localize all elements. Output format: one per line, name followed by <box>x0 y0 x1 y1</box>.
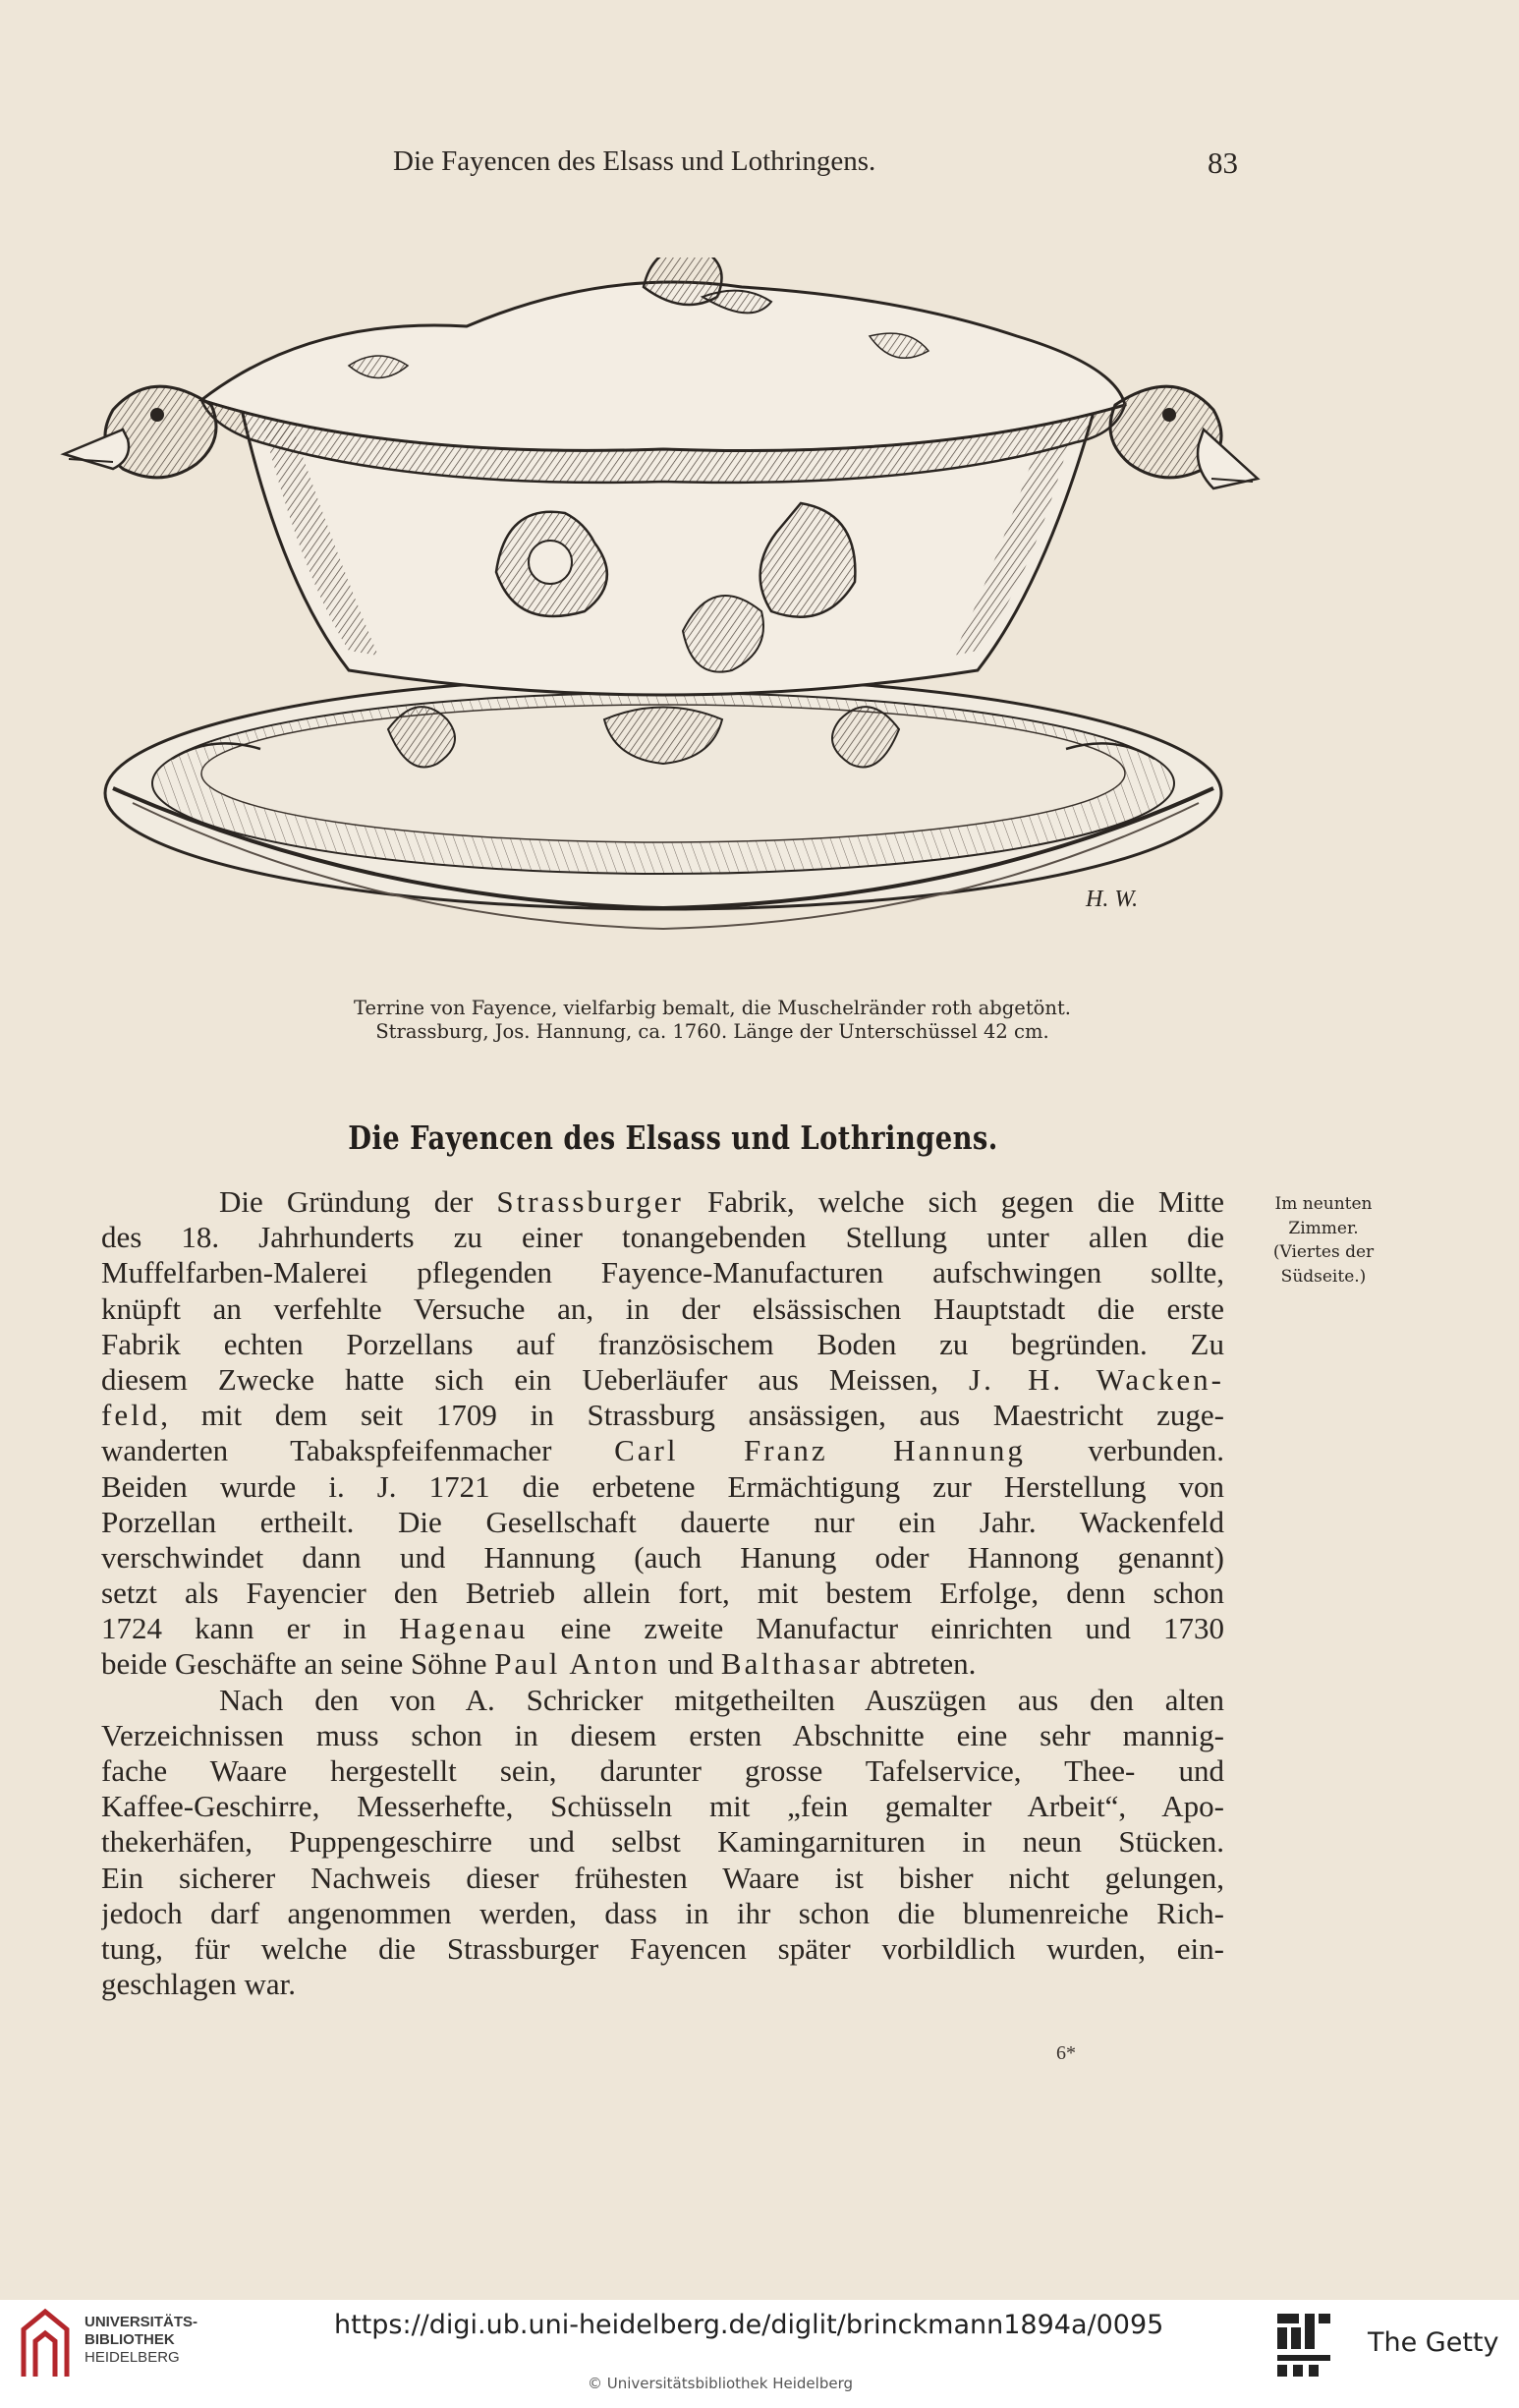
text-line: Porzellan ertheilt. Die Gesellschaft dauerte nur ein Jahr. Wackenfeld <box>101 1504 1224 1539</box>
signature-mark: 6* <box>1056 2042 1076 2064</box>
margin-note <box>1260 1192 1387 1289</box>
margin-note-line-3: (Viertes der <box>1272 1242 1375 1262</box>
text-line: Beiden wurde i. J. 1721 die erbetene Ermächtigung zur Herstellung von <box>101 1468 1224 1504</box>
getty-logo-icon <box>1273 2308 1334 2380</box>
text-line: Muffelfarben-Malerei pflegenden Fayence-Manufacturen aufschwingen sollte, <box>101 1255 1224 1290</box>
tureen-illustration <box>54 258 1292 965</box>
text-line: verschwindet dann und Hannung (auch Hanung oder Hannong genannt) <box>101 1539 1224 1575</box>
text-line: Die Gründung der Strassburger Fabrik, welche sich gegen die Mitte <box>219 1184 1224 1219</box>
plate-caption-line-1: Terrine von Fayence, vielfarbig bemalt, die Muschelränder roth abgetönt. <box>354 997 1071 1019</box>
text-line: Ein sicherer Nachweis dieser frühesten Waare ist bisher nicht gelungen, <box>101 1860 1224 1895</box>
running-head-title: Die Fayencen des Elsass und Lothringens. <box>393 145 876 177</box>
engraver-mark: H. W. <box>1086 887 1139 912</box>
permalink-url[interactable]: https://digi.ub.uni-heidelberg.de/diglit/brinckmann1894a/0095 <box>334 2310 1164 2340</box>
margin-note-line-2: Zimmer. <box>1288 1218 1359 1238</box>
text-line: des 18. Jahrhunderts zu einer tonangebenden Stellung unter allen die <box>101 1220 1224 1255</box>
text-line: feld, mit dem seit 1709 in Strassburg ansässigen, aus Maestricht zuge- <box>101 1398 1224 1433</box>
text-line: Kaffee-Geschirre, Messerhefte, Schüsseln mit „fein gemalter Arbeit“, Apo- <box>101 1789 1224 1824</box>
text-line: 1724 kann er in Hagenau eine zweite Manufactur einrichten und 1730 <box>101 1611 1224 1646</box>
viewer-footer <box>0 2300 1519 2408</box>
margin-note-line-4: Südseite.) <box>1280 1266 1367 1287</box>
text-line: Fabrik echten Porzellans auf französischem Boden zu begründen. Zu <box>101 1326 1224 1361</box>
partner-name: The Getty <box>1368 2327 1499 2358</box>
text-line: knüpft an verfehlte Versuche an, in der elsässischen Hauptstadt die erste <box>101 1290 1224 1326</box>
text-line: setzt als Fayencier den Betrieb allein fort, mit bestem Erfolge, denn schon <box>101 1576 1224 1611</box>
text-line: tung, für welche die Strassburger Fayencen später vorbildlich wurden, ein- <box>101 1930 1224 1966</box>
body-text <box>101 1184 1224 2002</box>
text-line: geschlagen war. <box>101 1967 296 2002</box>
library-name: UNIVERSITÄTS- BIBLIOTHEK HEIDELBERG <box>84 2314 198 2366</box>
text-line: Nach den von A. Schricker mitgetheilten Auszügen aus den alten <box>219 1682 1224 1717</box>
margin-note-line-1: Im neunten <box>1274 1194 1373 1214</box>
text-line: wanderten Tabakspfeifenmacher Carl Franz Hannung verbunden. <box>101 1433 1224 1468</box>
text-line: Verzeichnissen muss schon in diesem ersten Abschnitte eine sehr mannig- <box>101 1717 1224 1752</box>
text-line: beide Geschäfte an seine Söhne Paul Anton und Balthasar abtreten. <box>101 1646 977 1682</box>
page-number: 83 <box>1208 145 1238 180</box>
university-library-logo-icon <box>16 2308 75 2380</box>
plate-caption-line-2: Strassburg, Jos. Hannung, ca. 1760. Länge der Unterschüssel 42 cm. <box>375 1020 1049 1043</box>
text-line: fache Waare hergestellt sein, darunter grosse Tafelservice, Thee- und <box>101 1753 1224 1788</box>
section-title: Die Fayencen des Elsass und Lothringens. <box>348 1118 998 1157</box>
text-line: thekerhäfen, Puppengeschirre und selbst Kamingarnituren in neun Stücken. <box>101 1824 1224 1860</box>
copyright-notice: © Universitätsbibliothek Heidelberg <box>588 2375 854 2392</box>
text-line: jedoch darf angenommen werden, dass in ihr schon die blumenreiche Rich- <box>101 1895 1224 1930</box>
text-line: diesem Zwecke hatte sich ein Ueberläufer aus Meissen, J. H. Wacken- <box>101 1361 1224 1397</box>
